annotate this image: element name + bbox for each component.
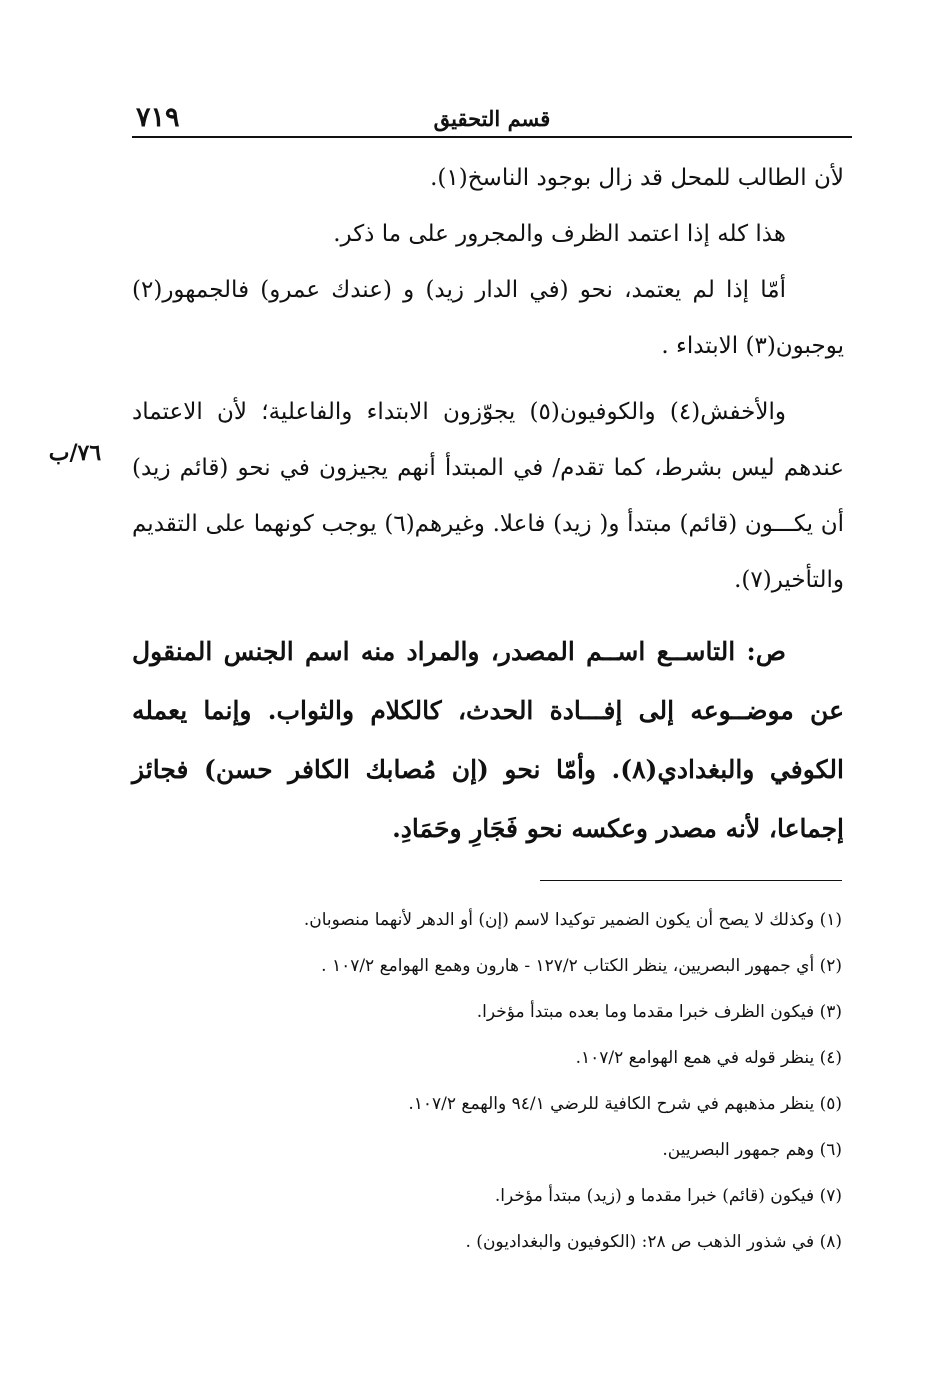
paragraph-3: أمّا إذا لم يعتمد، نحو (في الدار زيد) و (عندك عمرو) فالجمهور(٢) يوجبون(٣) الابتداء . — [132, 277, 844, 359]
footnote-1: (١) وكذلك لا يصح أن يكون الضمير توكيدا لاسم (إن) أو الدهر لأنهما منصوبان. — [303, 910, 842, 930]
page-header — [132, 100, 852, 138]
footnote-8: (٨) في شذور الذهب ص ٢٨: (الكوفيون والبغداديون) . — [465, 1232, 842, 1252]
bold-paragraph: ص: التاســع اســم المصدر، والمراد منه اسم الجنس المنقول عن موضــوعه إلى إفـــادة الحدث، كالكلام والثواب. وإنما يعمله الكوفي والبغدادي(٨). وأمّا نحو (إن مُصابك الكافر حسن) فجائز إجماعا، لأنه مصدر وعكسه نحو فَجَارِ وحَمَادِ. — [132, 637, 844, 843]
main-text — [132, 150, 844, 858]
footnote-6: (٦) وهم جمهور البصريين. — [662, 1140, 842, 1160]
page-number: ٧١٩ — [136, 102, 180, 133]
paragraph-4: والأخفش(٤) والكوفيون(٥) يجوّزون الابتداء والفاعلية؛ لأن الاعتماد عندهم ليس بشرط، كما تقدم/ في المبتدأ أنهم يجيزون في نحو (قائم زيد) أن يكـــون (قائم) مبتدأ و( زيد) فاعلا. وغيرهم(٦) يوجب كونهما على التقديم والتأخير(٧). — [132, 399, 844, 593]
manuscript-folio-marker: ٧٦/ب — [48, 440, 102, 466]
footnote-5: (٥) ينظر مذهبهم في شرح الكافية للرضي ٩٤/١ والهمع ١٠٧/٢. — [408, 1094, 842, 1114]
footnotes-list — [140, 897, 842, 1265]
paragraph-1: لأن الطالب للمحل قد زال بوجود الناسخ(١). — [430, 165, 844, 191]
paragraph-2: هذا كله إذا اعتمد الظرف والمجرور على ما ذكر. — [333, 221, 786, 247]
running-title: قسم التحقيق — [433, 106, 551, 131]
footnote-4: (٤) ينظر قوله في همع الهوامع ١٠٧/٢. — [575, 1048, 842, 1068]
footnote-2: (٢) أي جمهور البصريين، ينظر الكتاب ١٢٧/٢ - هارون وهمع الهوامع ١٠٧/٢ . — [321, 956, 842, 976]
footnote-3: (٣) فيكون الظرف خبرا مقدما وما بعده مبتدأ مؤخرا. — [476, 1002, 842, 1022]
footnote-7: (٧) فيكون (قائم) خبرا مقدما و (زيد) مبتدأ مؤخرا. — [494, 1186, 842, 1206]
footnote-separator — [540, 880, 842, 881]
